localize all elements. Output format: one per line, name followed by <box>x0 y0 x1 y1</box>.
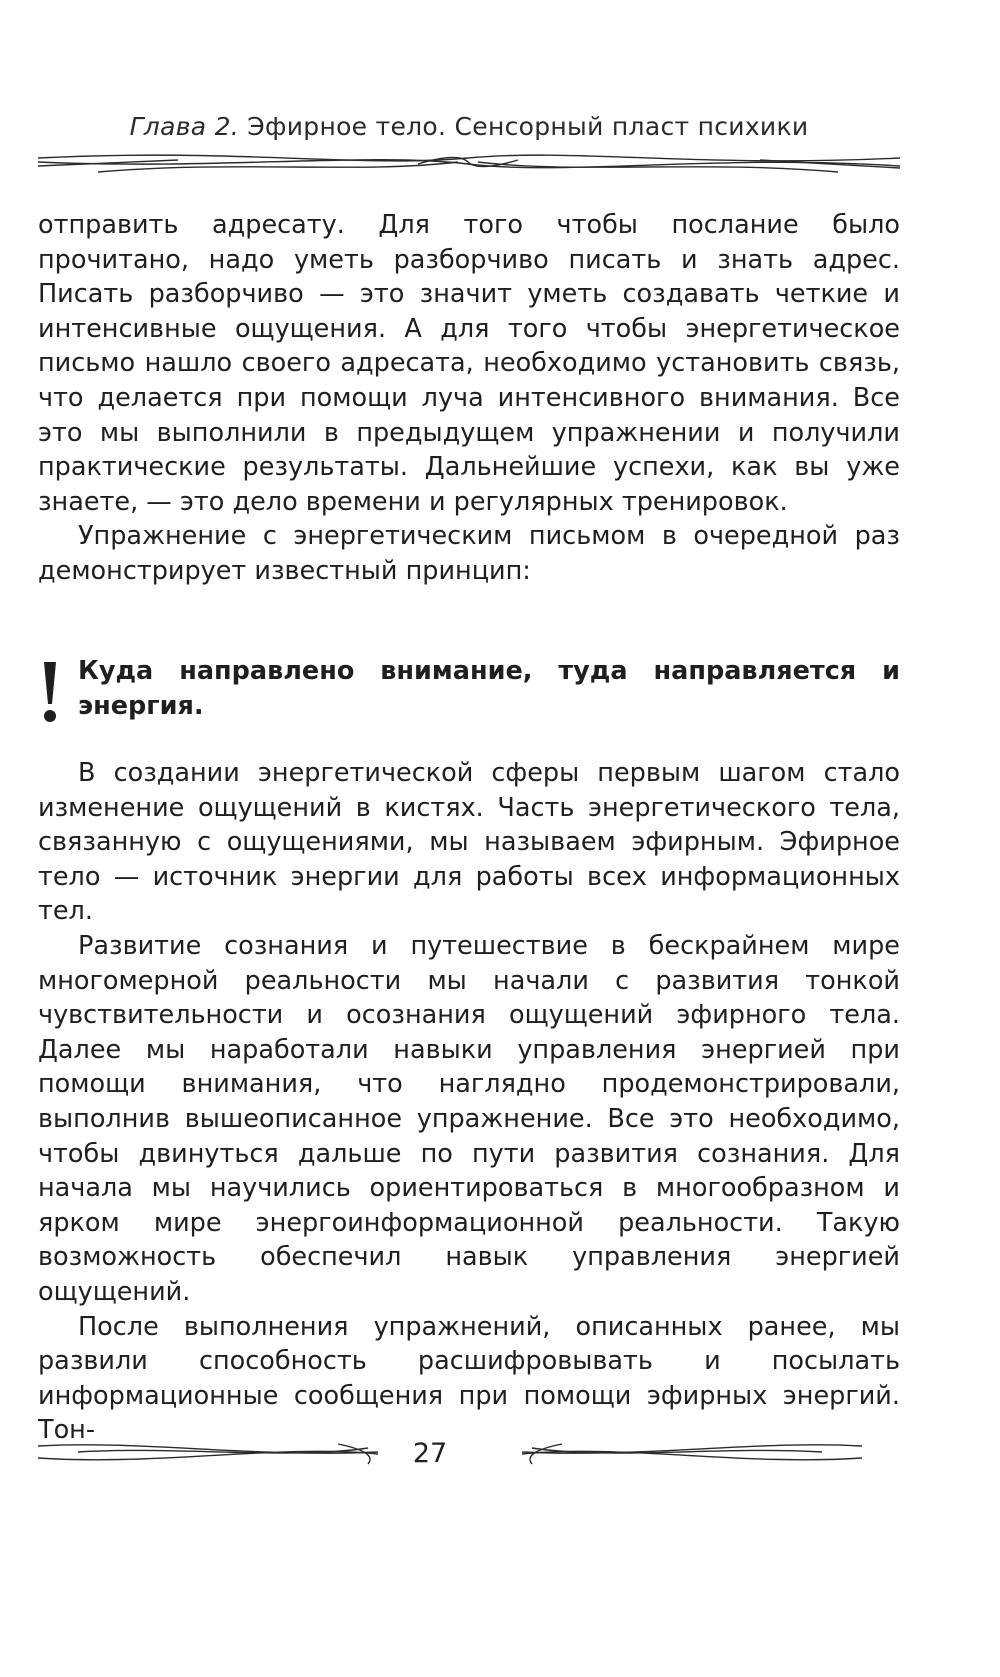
flourish-divider-icon <box>38 146 900 186</box>
footer-ornament-left <box>38 1436 388 1472</box>
header-ornament <box>38 146 900 186</box>
principle-callout <box>38 654 900 744</box>
exclamation-icon <box>38 660 62 730</box>
text-section-2 <box>38 756 900 1448</box>
text-section-1 <box>38 208 900 589</box>
paragraph-4: Развитие сознания и путешествие в бескрайнем мире многомерной реальности мы начали с развития тонкой чувствительности и осознания ощущений эфирного тела. Далее мы наработали навыки управления энергией при помощи внимания, что наглядно продемонстрировали, выполнив вышеописанное упражнение. Все это необходимо, чтобы двинуться дальше по пути развития сознания. Для начала мы научились ориентироваться в многообразном и ярком мире энергоинформационной реальности. Такую возможность обеспечил навык управления энергией ощущений. <box>38 930 900 1307</box>
callout-line-1: Куда направлено внимание, туда направляется и <box>78 656 900 686</box>
paragraph-5: После выполнения упражнений, описанных ранее, мы развили способность расшифровывать и посылать информационные сообщения при помощи эфирных энергий. Тон- <box>38 1311 900 1446</box>
footer-ornament-right <box>512 1436 862 1472</box>
running-head <box>38 112 900 141</box>
page-number: 27 <box>412 1438 448 1469</box>
chapter-label: Глава 2. <box>129 112 240 141</box>
callout-line-2: энергия. <box>78 690 204 721</box>
paragraph-1: отправить адресату. Для того чтобы послание было прочитано, надо уметь разборчиво писать и знать адрес. Писать разборчиво — это значит уметь создавать четкие и интенсивные ощущения. А для того чтобы энергетическое письмо нашло своего адресата, необходимо установить связь, что делается при помощи луча интенсивного внимания. Все это мы выполнили в предыдущем упражнении и получили практические результаты. Дальнейшие успехи, как вы уже знаете, — это дело времени и регулярных тренировок. <box>38 210 900 517</box>
paragraph-3: В создании энергетической сферы первым шагом стало изменение ощущений в кистях. Часть энергетического тела, связанную с ощущениями, мы называем эфирным. Эфирное тело — источник энергии для работы всех информационных тел. <box>38 758 900 927</box>
paragraph-2: Упражнение с энергетическим письмом в очередной раз демонстрирует известный принцип: <box>38 521 900 586</box>
flourish-left-icon <box>38 1436 388 1472</box>
chapter-title: Эфирное тело. Сенсорный пласт психики <box>247 112 809 141</box>
flourish-right-icon <box>512 1436 862 1472</box>
